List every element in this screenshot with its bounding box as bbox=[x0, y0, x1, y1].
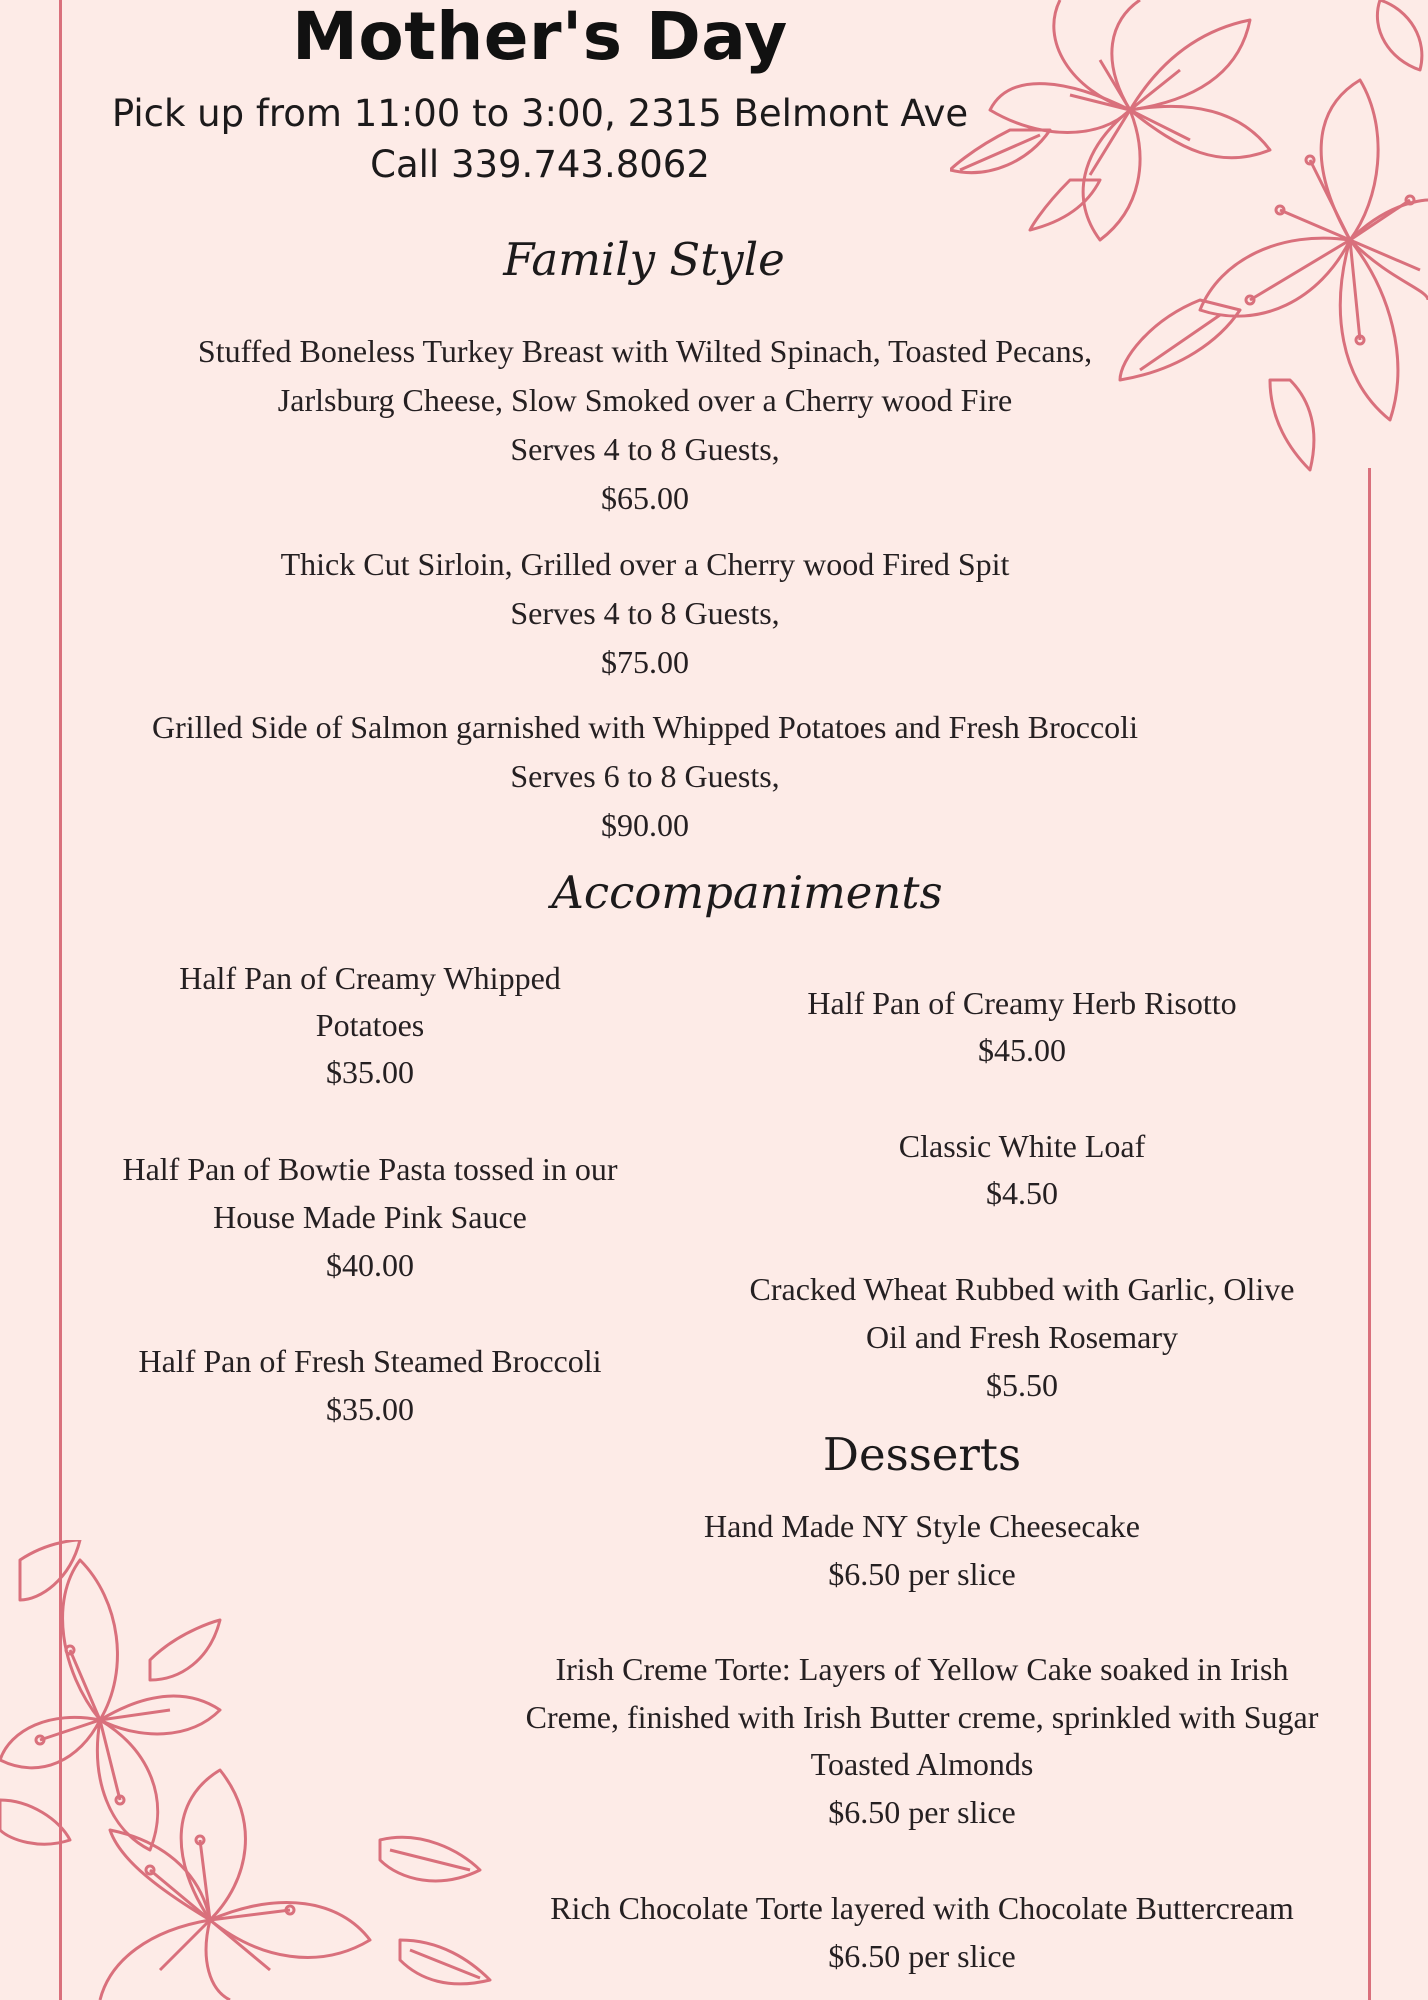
item-description: Half Pan of Creamy Herb Risotto bbox=[807, 985, 1237, 1021]
item-description: Jarlsburg Cheese, Slow Smoked over a Cherry wood Fire bbox=[277, 382, 1013, 418]
menu-item-cracked-wheat bbox=[712, 1265, 1332, 1409]
item-description: Rich Chocolate Torte layered with Chocolate Buttercream bbox=[550, 1890, 1294, 1926]
menu-item-white-loaf bbox=[712, 1123, 1332, 1217]
item-description: Oil and Fresh Rosemary bbox=[866, 1319, 1178, 1355]
phone-number: Call 339.743.8062 bbox=[370, 143, 710, 186]
item-description: Classic White Loaf bbox=[898, 1128, 1146, 1164]
item-serves: Serves 4 to 8 Guests, bbox=[510, 431, 780, 467]
item-price: $45.00 bbox=[978, 1032, 1066, 1068]
item-description: Hand Made NY Style Cheesecake bbox=[704, 1508, 1140, 1544]
item-price: $75.00 bbox=[601, 644, 689, 680]
menu-item-irish-creme-torte bbox=[472, 1646, 1372, 1836]
item-description: Grilled Side of Salmon garnished with Whipped Potatoes and Fresh Broccoli bbox=[152, 709, 1138, 745]
item-description: Half Pan of Creamy Whipped bbox=[179, 960, 561, 996]
item-description: Thick Cut Sirloin, Grilled over a Cherry wood Fired Spit bbox=[280, 546, 1010, 582]
item-description: Half Pan of Bowtie Pasta tossed in our bbox=[122, 1151, 618, 1187]
menu-item-chocolate-torte bbox=[472, 1884, 1372, 1980]
pickup-info: Pick up from 11:00 to 3:00, 2315 Belmont Ave bbox=[111, 92, 969, 135]
page-title: Mother's Day bbox=[292, 0, 788, 75]
item-serves: Serves 6 to 8 Guests, bbox=[510, 758, 780, 794]
item-price: $35.00 bbox=[326, 1054, 414, 1090]
item-description: House Made Pink Sauce bbox=[213, 1199, 527, 1235]
menu-item-bowtie-pasta bbox=[70, 1145, 670, 1289]
flower-icon bbox=[0, 1540, 500, 2000]
menu-item-whipped-potatoes bbox=[70, 955, 670, 1096]
item-price: $40.00 bbox=[326, 1247, 414, 1283]
menu-item-salmon bbox=[60, 703, 1230, 850]
menu-item-steamed-broccoli bbox=[70, 1337, 670, 1433]
section-heading-accompaniments: Accompaniments bbox=[551, 866, 943, 919]
menu-item-herb-risotto bbox=[712, 980, 1332, 1074]
item-description: Creme, finished with Irish Butter creme, sprinkled with Sugar bbox=[525, 1698, 1319, 1735]
item-price: $6.50 per slice bbox=[828, 1938, 1016, 1974]
menu-item-sirloin bbox=[60, 540, 1230, 687]
menu-item-turkey bbox=[60, 327, 1230, 523]
item-price: $90.00 bbox=[601, 807, 689, 843]
item-price: $65.00 bbox=[601, 480, 689, 516]
section-heading-family-style: Family Style bbox=[503, 233, 785, 286]
item-price: $6.50 per slice bbox=[828, 1556, 1016, 1592]
item-description: Irish Creme Torte: Layers of Yellow Cake soaked in Irish bbox=[555, 1651, 1289, 1687]
section-heading-desserts: Desserts bbox=[822, 1428, 1022, 1481]
item-price: $4.50 bbox=[986, 1175, 1058, 1211]
item-price: $35.00 bbox=[326, 1391, 414, 1427]
item-price: $5.50 bbox=[986, 1367, 1058, 1403]
menu-item-cheesecake bbox=[472, 1502, 1372, 1598]
item-description: Potatoes bbox=[315, 1007, 425, 1043]
item-price: $6.50 per slice bbox=[828, 1793, 1016, 1830]
item-serves: Serves 4 to 8 Guests, bbox=[510, 595, 780, 631]
item-description: Cracked Wheat Rubbed with Garlic, Olive bbox=[749, 1271, 1295, 1307]
item-description: Half Pan of Fresh Steamed Broccoli bbox=[138, 1343, 602, 1379]
item-description: Stuffed Boneless Turkey Breast with Wilted Spinach, Toasted Pecans, bbox=[197, 333, 1093, 369]
item-description: Toasted Almonds bbox=[810, 1746, 1034, 1782]
